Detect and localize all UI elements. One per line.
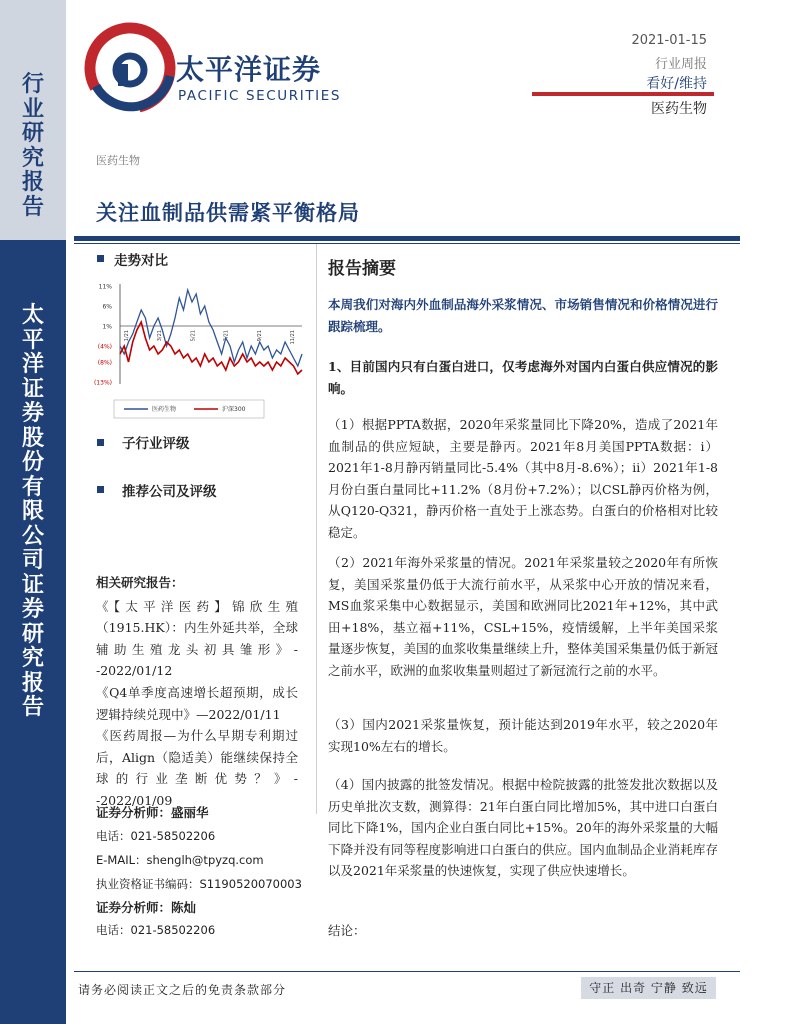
sidebar-top-char: 研: [21, 120, 44, 146]
chart-y-tick-label: 6%: [102, 303, 112, 311]
sidebar-top-char: 报: [21, 169, 44, 195]
sidebar-bottom-char: 究: [21, 645, 44, 671]
sidebar-bottom-char: 券: [21, 400, 44, 426]
chart-x-tick-label: 7/21: [223, 330, 230, 342]
analyst1-email[interactable]: E-MAIL：shenglh@tpyzq.com: [96, 853, 264, 867]
sidebar-bottom-char: 限: [21, 498, 44, 524]
related-reports: [96, 572, 298, 812]
related-report-item[interactable]: 《医药周报—为什么早期专利期过后，Align（隐适美）能继续保持全球的行业垄断优势？》--2022/01/09: [96, 728, 298, 808]
rating: 看好/维持: [646, 76, 707, 92]
related-heading: 相关研究报告：: [96, 575, 184, 590]
sidebar-bottom-char: 份: [21, 449, 44, 475]
sidebar-bottom-char: 报: [21, 669, 44, 696]
paragraph-1: （1）根据PPTA数据，2020年采浆量同比下降20%，造成了2021年血制品的供应短缺，主要是静丙。2021年8月美国PPTA数据：i）2021年1-8月静丙销量同比-5.4%（其中8月-8.6%）；ii）2021年1-8月份白蛋白量同比+11.2%（8月份+7.2%）；以CSL静丙价格为例，从Q120-Q321，静丙价格一直处于上涨态势。白蛋白的价格相对比较稳定。: [328, 417, 718, 540]
sidebar-bottom-char: 司: [21, 547, 44, 573]
report-type: 行业周报: [654, 57, 707, 72]
chart-x-tick-label: 11/21: [290, 330, 296, 345]
sidebar-bottom-char: 公: [21, 522, 44, 549]
column-divider: [316, 244, 317, 814]
analyst2-name: 证券分析师：陈灿: [96, 900, 197, 915]
trend-chart: [84, 278, 314, 423]
report-date: 2021-01-15: [631, 33, 707, 48]
chart-legend-label: 沪深300: [222, 406, 246, 413]
title-divider-thin: [74, 243, 740, 244]
chart-x-tick-label: 3/21: [157, 330, 164, 342]
chart-y-tick-label: (8%): [97, 359, 112, 367]
footer-divider: [74, 971, 740, 972]
paragraph-4: （4）国内披露的批签发情况。根据中检院披露的批签发批次数据以及历史单批次支数，测算得：21年白蛋白同比增加5%，其中进口白蛋白同比下降1%，国内企业白蛋白同比+15%。20年的海外采浆量的大幅下降并没有同等程度影响进口白蛋白的供应。国内血制品企业消耗库存以及2021年采浆量的快速恢复，实现了供应快速增长。: [328, 777, 718, 878]
analyst1-cert: 执业资格证书编码：S1190520070003: [96, 877, 302, 891]
recommend-heading: 推荐公司及评级: [122, 484, 217, 500]
sidebar-top-char: 业: [21, 95, 44, 122]
chart-y-tick-label: 11%: [98, 283, 112, 291]
sidebar-top-text: [0, 72, 66, 219]
logo-chinese-name: 太平洋证券: [176, 53, 322, 86]
bullet-square: [97, 486, 104, 493]
analyst2-phone: 电话：021-58502206: [96, 923, 216, 937]
logo-english-name: PACIFIC SECURITIES: [178, 88, 342, 104]
chart-y-tick-label: (4%): [97, 343, 112, 351]
subindustry-heading: 子行业评级: [122, 436, 190, 452]
point1-heading: 1、目前国内只有白蛋白进口，仅考虑海外对国内白蛋白供应情况的影响。: [328, 359, 718, 396]
chart-y-tick-label: (13%): [93, 379, 112, 387]
chart-legend-label: 医药生物: [152, 406, 177, 413]
bullet-square: [97, 255, 104, 262]
trend-heading: 走势对比: [114, 253, 168, 269]
chart-x-tick-label: 5/21: [190, 330, 197, 342]
sidebar-bottom-char: 太: [21, 302, 44, 328]
chart-y-tick-label: 1%: [102, 323, 112, 331]
sidebar-bottom-char: 告: [21, 694, 44, 720]
sidebar-bottom-char: 证: [21, 375, 44, 402]
conclusion-label: 结论：: [328, 923, 366, 938]
chart-series-line: [120, 290, 302, 366]
analyst1-phone: 电话：021-58502206: [96, 829, 216, 843]
sidebar-bottom-char: 研: [21, 620, 44, 647]
sidebar-top-char: 究: [21, 144, 44, 171]
page-title: 关注血制品供需紧平衡格局: [96, 200, 360, 225]
chart-x-tick-label: 9/21: [256, 330, 263, 342]
summary-heading: 报告摘要: [328, 259, 396, 279]
sidebar-top-char: 告: [21, 193, 44, 220]
analyst1-name: 证券分析师：盛丽华: [96, 805, 209, 820]
paragraph-2: （2）2021年海外采浆量的情况。2021年采浆量较之2020年有所恢复，美国采浆量仍低于大流行前水平，从采浆中心开放的情况来看，MS血浆采集中心数据显示，美国和欧洲同比2021年+12%，其中武田+18%，基立福+11%，CSL+15%，疫情缓解，上半年美国采浆量逐步恢复，美国的血浆收集量继续上升，整体美国采集量仍低于新冠之前水平，欧洲的血浆收集量则超过了新冠流行之前的水平。: [328, 555, 718, 678]
sidebar-bottom-text: [0, 303, 66, 720]
sidebar-bottom-char: 股: [21, 424, 44, 451]
rating-underline: [532, 92, 714, 96]
sidebar-bottom-char: 洋: [21, 351, 44, 377]
related-report-item[interactable]: 《Q4单季度高速增长超预期，成长逻辑持续兑现中》—2022/01/11: [96, 684, 298, 722]
sector: 医药生物: [651, 101, 707, 117]
sidebar-bottom-char: 平: [21, 326, 44, 353]
company-motto: 守正 出奇 宁静 致远: [581, 977, 716, 999]
sidebar-bottom-char: 有: [21, 473, 44, 500]
chart-x-tick-label: 1/21: [124, 330, 130, 342]
bullet-square: [97, 439, 104, 446]
sidebar-bottom-char: 证: [21, 571, 44, 598]
sidebar-top-char: 行: [21, 71, 44, 97]
sidebar: [0, 0, 66, 1024]
summary-intro: 本周我们对海内外血制品海外采浆情况、市场销售情况和价格情况进行跟踪梳理。: [328, 297, 718, 334]
sidebar-bottom-char: 券: [21, 596, 44, 622]
title-divider: [74, 236, 740, 241]
disclaimer[interactable]: 请务必阅读正文之后的免责条款部分: [78, 983, 287, 997]
industry-label: 医药生物: [96, 154, 140, 167]
related-report-item[interactable]: 《【太平洋医药】锦欣生殖（1915.HK）：内生外延共举，全球辅助生殖龙头初具雏形》--2022/01/12: [96, 598, 298, 679]
paragraph-3: （3）国内2021采浆量恢复，预计能达到2019年水平，较之2020年实现10%左右的增长。: [328, 717, 718, 754]
